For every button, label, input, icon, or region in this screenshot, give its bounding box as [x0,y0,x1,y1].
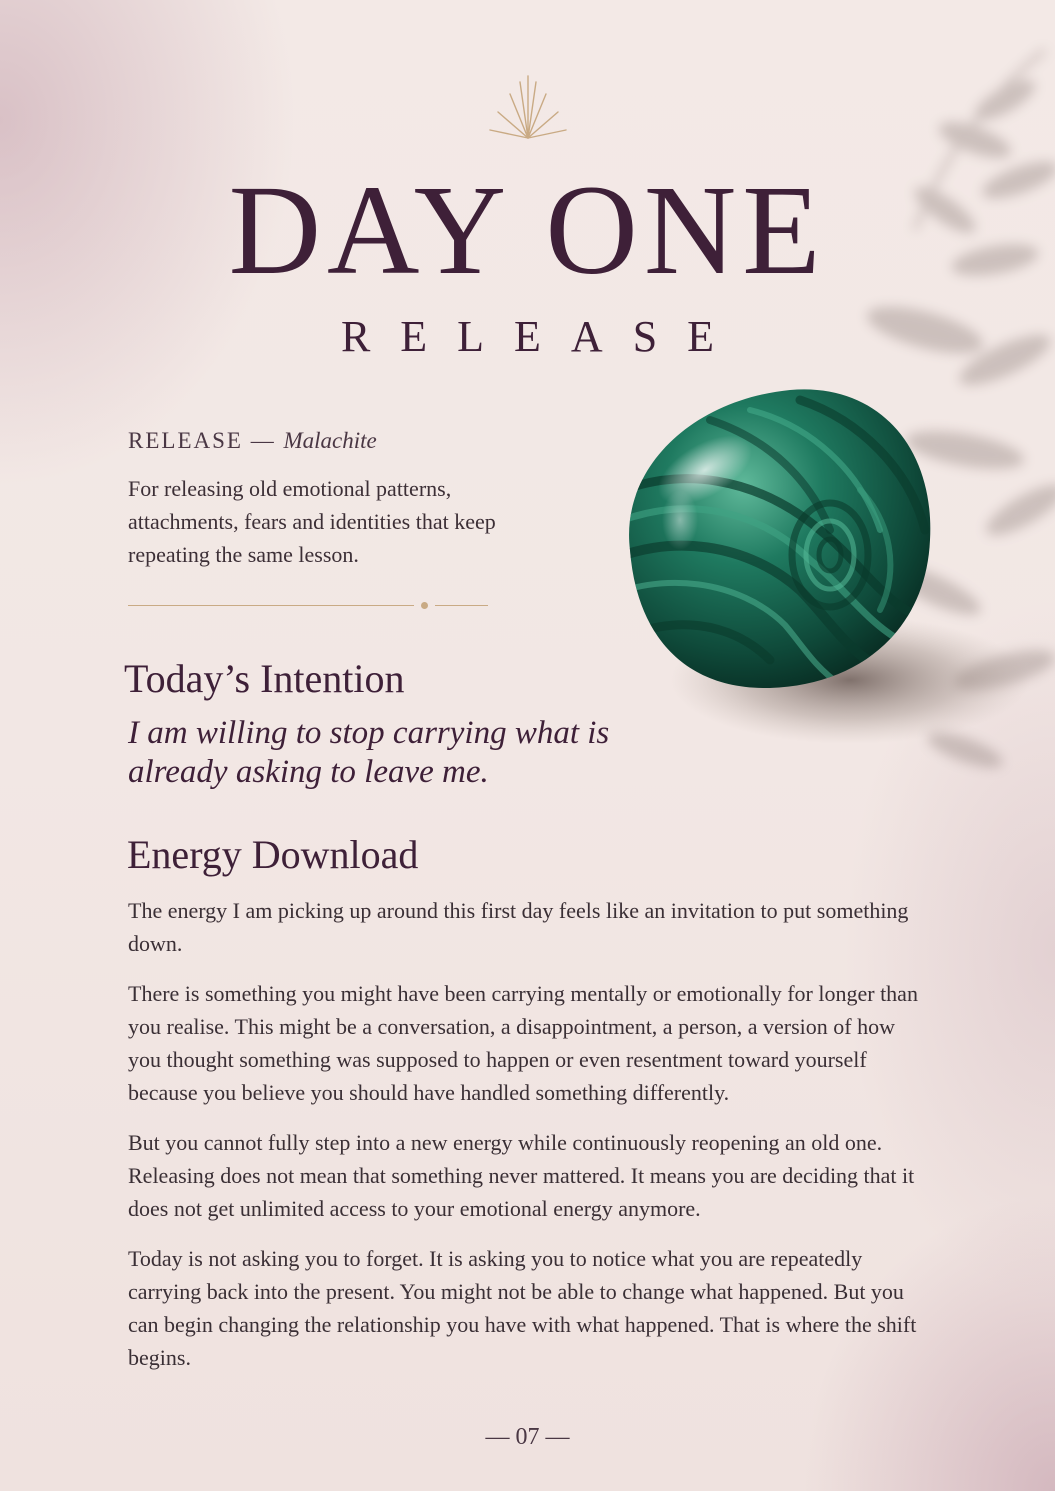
energy-download-body [128,894,928,1391]
divider-dot [421,602,428,609]
crystal-name: Malachite [283,428,377,453]
sunburst-icon [486,72,570,142]
crystal-description: For releasing old emotional patterns, attachments, fears and identities that keep repeating the same lesson. [128,476,496,567]
intention-heading: Today’s Intention [124,656,405,701]
body-paragraph: The energy I am picking up around this first day feels like an invitation to put something down. [128,898,909,956]
body-paragraph: But you cannot fully step into a new energy while continuously reopening an old one. Releasing does not mean that something never mattered. It means you are deciding that it does not get unlimited access to your emotional energy anymore. [128,1130,915,1221]
crystal-heading [128,428,377,454]
body-paragraph: There is something you might have been carrying mentally or emotionally for longer than you realise. This might be a conversation, a disappointment, a person, a version of how you thought something was supposed to happen or even resentment toward yourself because you believe you should have handled something differently. [128,981,918,1105]
ornamental-divider [128,600,488,612]
body-paragraph: Today is not asking you to forget. It is asking you to notice what you are repeatedly carrying back into the present. You might not be able to change what happened. But you can begin changing the relationship you have with what happened. That is where the shift begins. [128,1246,917,1370]
divider-line-left [128,605,414,606]
page-subtitle: RELEASE [340,312,745,361]
crystal-label: RELEASE — [128,428,276,453]
malachite-stone-image [560,380,1040,760]
divider-line-right [435,605,488,606]
energy-download-heading: Energy Download [127,832,419,877]
page-number: — 07 — [485,1424,570,1450]
page-title: DAY ONE [228,159,827,301]
intention-text: I am willing to stop carrying what is already asking to leave me. [128,715,610,790]
